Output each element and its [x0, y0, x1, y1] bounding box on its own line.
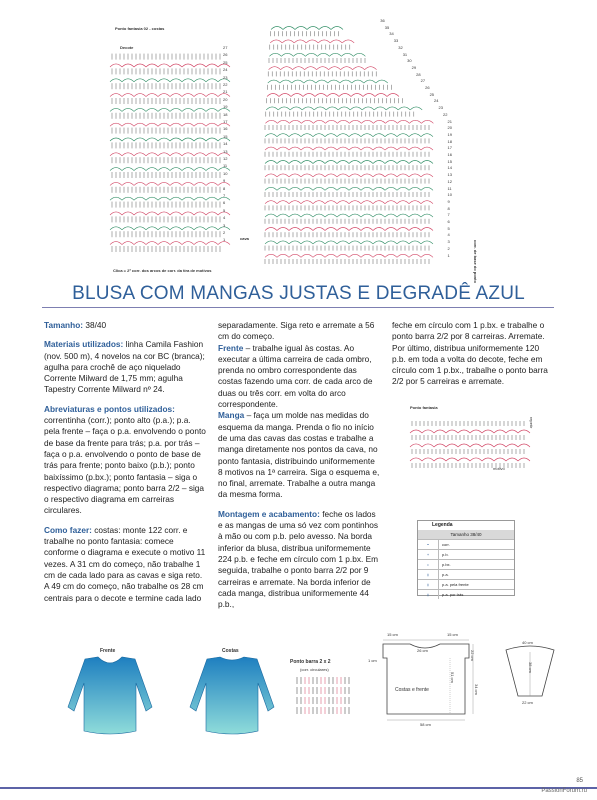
row-number: 23	[223, 74, 228, 80]
dim-height-full: 34 cm	[474, 684, 479, 695]
sweater-figures	[40, 647, 290, 737]
row-number: 21	[223, 89, 228, 95]
mini-stitch-chart	[408, 413, 538, 473]
row-number: 24	[223, 67, 228, 73]
legend-symbol: ‡	[418, 580, 439, 589]
legend-symbol: ‡	[418, 570, 439, 579]
row-number: 31	[402, 51, 408, 57]
row-number: 4	[447, 232, 450, 238]
como-fazer-paragraph: Como fazer: costas: monte 122 corr. e trabalhe no ponto fantasia: comece conforme o diagrama e execute o motivo 11 vezes. A 31 cm do começo, não trabalhe 1 cm de cada lado para as cavas e siga reto. A 49 cm do começo, não trabalhe os 28 cm centrais para o decote e termine cada lado	[44, 524, 206, 603]
page-number: 85	[576, 778, 583, 784]
row-number: 22	[223, 82, 228, 87]
barra-chart	[295, 674, 355, 719]
barra-subtitle: (corr. circulares)	[300, 667, 329, 672]
row-number: 26	[425, 85, 430, 90]
diagram-footnote: Clica = 2ª corr. dos arcos de corr. da tira de motivos	[113, 268, 212, 273]
row-number: 24	[434, 98, 439, 104]
legend-symbol: ∘	[418, 540, 439, 549]
row-number: 12	[447, 178, 452, 184]
title-rule	[42, 307, 554, 308]
row-number: 19	[447, 131, 452, 137]
body-schematic	[365, 632, 490, 732]
repetir-label: repetir	[529, 417, 534, 429]
sweater-front-shape	[68, 657, 152, 734]
legend-symbol: ‡	[418, 590, 439, 599]
row-number: 18	[223, 111, 228, 117]
row-number: 25	[223, 59, 228, 65]
row-number: 10	[447, 192, 452, 198]
row-number: 17	[447, 145, 452, 151]
row-number: 6	[223, 200, 226, 206]
row-number: 13	[447, 172, 452, 178]
row-number: 16	[223, 126, 228, 132]
legend-size: Tamanho 38/40	[418, 530, 514, 539]
row-number: 13	[223, 148, 228, 154]
row-number: 15	[223, 133, 228, 139]
dim-top-left: 15 cm	[387, 632, 398, 637]
row-number: 3	[223, 222, 226, 228]
legend-title: Legenda	[418, 521, 514, 530]
row-number: 22	[443, 111, 448, 117]
row-number: 7	[223, 193, 226, 198]
row-number: 7	[447, 212, 450, 218]
sleeve-top: 40 cm	[522, 640, 533, 645]
dim-width: 58 cm	[420, 722, 431, 727]
row-number: 23	[438, 105, 443, 111]
sweater-drawings	[40, 647, 290, 737]
row-number: 2	[447, 245, 450, 251]
legend-label: p.bx.	[442, 562, 451, 567]
legend-row	[418, 549, 514, 559]
row-number: 8	[447, 205, 450, 211]
legend-label: p.a.	[442, 572, 449, 577]
row-number: 32	[398, 44, 403, 50]
row-number: 10	[223, 170, 228, 176]
row-number: 5	[447, 225, 450, 231]
materiais-paragraph: Materiais utilizados: linha Camila Fashion (nov. 500 m), 4 novelos na cor BC (branca); agulha para crochê de aço niquelado Corrente Milward de 1,75 mm; agulha Tapestry Corrente Milward nº 24.	[44, 339, 205, 395]
sleeve-outline	[500, 640, 560, 720]
costas-label: Costas	[222, 648, 239, 654]
legend-row	[418, 589, 514, 599]
dim-height-mid: 51 cm	[450, 672, 455, 683]
row-number: 6	[447, 219, 450, 224]
cava-label: cava	[240, 236, 249, 241]
sweater-back-shape	[190, 657, 274, 734]
row-number: 34	[389, 31, 394, 37]
legend-symbol: +	[418, 550, 439, 559]
footer-rule	[0, 787, 597, 789]
dim-side: 1 cm	[368, 658, 377, 663]
legend-box	[417, 520, 515, 596]
text-column-3	[392, 320, 554, 396]
dim-neck: 26 cm	[417, 648, 428, 653]
mini-diagram-title: Ponto fantasia	[410, 405, 438, 410]
legend-label: p.b.	[442, 552, 449, 557]
row-number: 9	[223, 178, 226, 184]
dim-height-right: 22 cm	[470, 650, 475, 661]
legend-row	[418, 539, 514, 549]
row-number: 4	[223, 215, 226, 221]
legend-symbol: •	[418, 560, 439, 569]
row-number: 27	[420, 78, 426, 84]
row-number: 27	[223, 45, 228, 50]
diagram-side-label: corr. de base do ponto	[473, 240, 478, 283]
watermark: PassionForum.ru	[541, 788, 587, 794]
stitch-chart	[100, 12, 500, 272]
row-number: 1	[447, 252, 450, 258]
sleeve-bottom: 22 cm	[522, 700, 533, 705]
row-number: 14	[447, 165, 452, 171]
row-number: 28	[416, 71, 421, 77]
body-label: Costas e frente	[395, 687, 429, 693]
row-number: 17	[223, 119, 228, 124]
legend-label: p.a. pela frente	[442, 582, 469, 587]
row-number: 36	[380, 18, 385, 23]
row-number: 18	[447, 138, 452, 144]
row-number: 30	[407, 58, 412, 64]
page-title: BLUSA COM MANGAS JUSTAS E DEGRADÊ AZUL	[72, 283, 525, 304]
row-number: 16	[447, 152, 452, 157]
legend-label: corr.	[442, 542, 450, 547]
row-number: 20	[447, 125, 452, 131]
body-outline	[365, 632, 490, 732]
legend-row	[418, 559, 514, 569]
stitch-diagram-top	[100, 12, 500, 283]
sleeve-schematic	[500, 640, 560, 720]
row-number: 11	[447, 185, 452, 191]
text-column-1	[44, 320, 206, 612]
frente-label: Frente	[100, 648, 116, 654]
row-number: 15	[447, 158, 452, 164]
row-number: 1	[223, 237, 226, 243]
ponto-barra-diagram	[290, 660, 360, 720]
abreviaturas-paragraph: Abreviaturas e pontos utilizados: correntinha (corr.); ponto alto (p.a.); p.a. pela frente – faça o p.a. envolvendo o ponto de base da frente para trás; p.a. por trás – faça o p.a. envolvendo o ponto de base de trás para frente; ponto baixo (p.b.); ponto baixíssimo (p.bx.); ponto fantasia – siga o respectivo diagrama; ponto barra 2/2 – siga o respectivo diagrama em carreiras circulares.	[44, 403, 206, 516]
row-number: 21	[447, 118, 452, 124]
legend-row	[418, 569, 514, 579]
row-number: 33	[393, 38, 399, 44]
motivo-label: motivo	[493, 466, 505, 471]
row-number: 5	[223, 207, 226, 213]
row-number: 25	[429, 91, 435, 97]
row-number: 19	[223, 104, 228, 110]
row-number: 29	[411, 64, 417, 70]
manga-paragraph: Manga – faça um molde nas medidas do esquema da manga. Prenda o fio no início de uma das cavas das costas e trabalhe a manga diretamente nos pontos da cava, no ponto fantasia, distribuindo uniformemente 8 motivos na 1ª carreira. Siga o esquema e, no final, arremate. Trabalhe a outra manga da mesma forma.	[218, 410, 380, 500]
diagram-title: Ponto fantasia 02 - costas	[115, 26, 165, 31]
sleeve-height: 38 cm	[528, 662, 533, 673]
row-number: 26	[223, 52, 228, 58]
legend-row	[418, 579, 514, 589]
legend-label: p.a. por trás	[442, 592, 464, 597]
row-number: 2	[223, 230, 226, 235]
text-column-2	[218, 320, 380, 618]
row-number: 11	[223, 163, 228, 169]
row-number: 20	[223, 96, 228, 102]
row-number: 8	[223, 185, 226, 191]
barra-title: Ponto barra 2 x 2	[290, 659, 331, 665]
row-number: 9	[447, 198, 450, 204]
row-number: 14	[223, 141, 228, 147]
dim-top-right: 15 cm	[447, 632, 458, 637]
frente-paragraph: Frente – trabalhe igual às costas. Ao executar a última carreira de cada ombro, prenda no ombro correspondente das costas fazendo uma corr. de cada arco de duas ou três corr. em volta do arco correspondente.	[218, 342, 373, 410]
montagem-paragraph: Montagem e acabamento: feche os lados e as mangas de uma só vez com pontinhos à mão ou com p.b. pelo avesso. Na borda inferior da blusa, distribua uniformemente 224 p.b. e feche em círculo com 1 p.bx. Em seguida, trabalhe o ponto barra 2/2 por 9 carreiras e arremate. Na borda inferior de cada manga, distribua uniformemente 44 p.b.,	[218, 508, 379, 610]
tamanho-paragraph: Tamanho: 38/40	[44, 320, 107, 330]
col2-intro: separadamente. Siga reto e arremate a 56 cm do começo.	[218, 320, 375, 342]
decote-label: Decote	[120, 45, 134, 50]
row-number: 12	[223, 156, 228, 161]
row-number: 3	[447, 239, 450, 245]
ponto-fantasia-diagram	[408, 405, 538, 475]
row-number: 35	[384, 24, 390, 30]
col3-paragraph: feche em círculo com 1 p.bx. e trabalhe o ponto barra 2/2 por 8 carreiras. Arremate. Por último, distribua uniformemente 120 p.b. em toda a volta do decote, feche em círculo com 1 p.bx., trabalhe o ponto barra 2/2 por 5 carreiras e arremate.	[392, 320, 548, 387]
